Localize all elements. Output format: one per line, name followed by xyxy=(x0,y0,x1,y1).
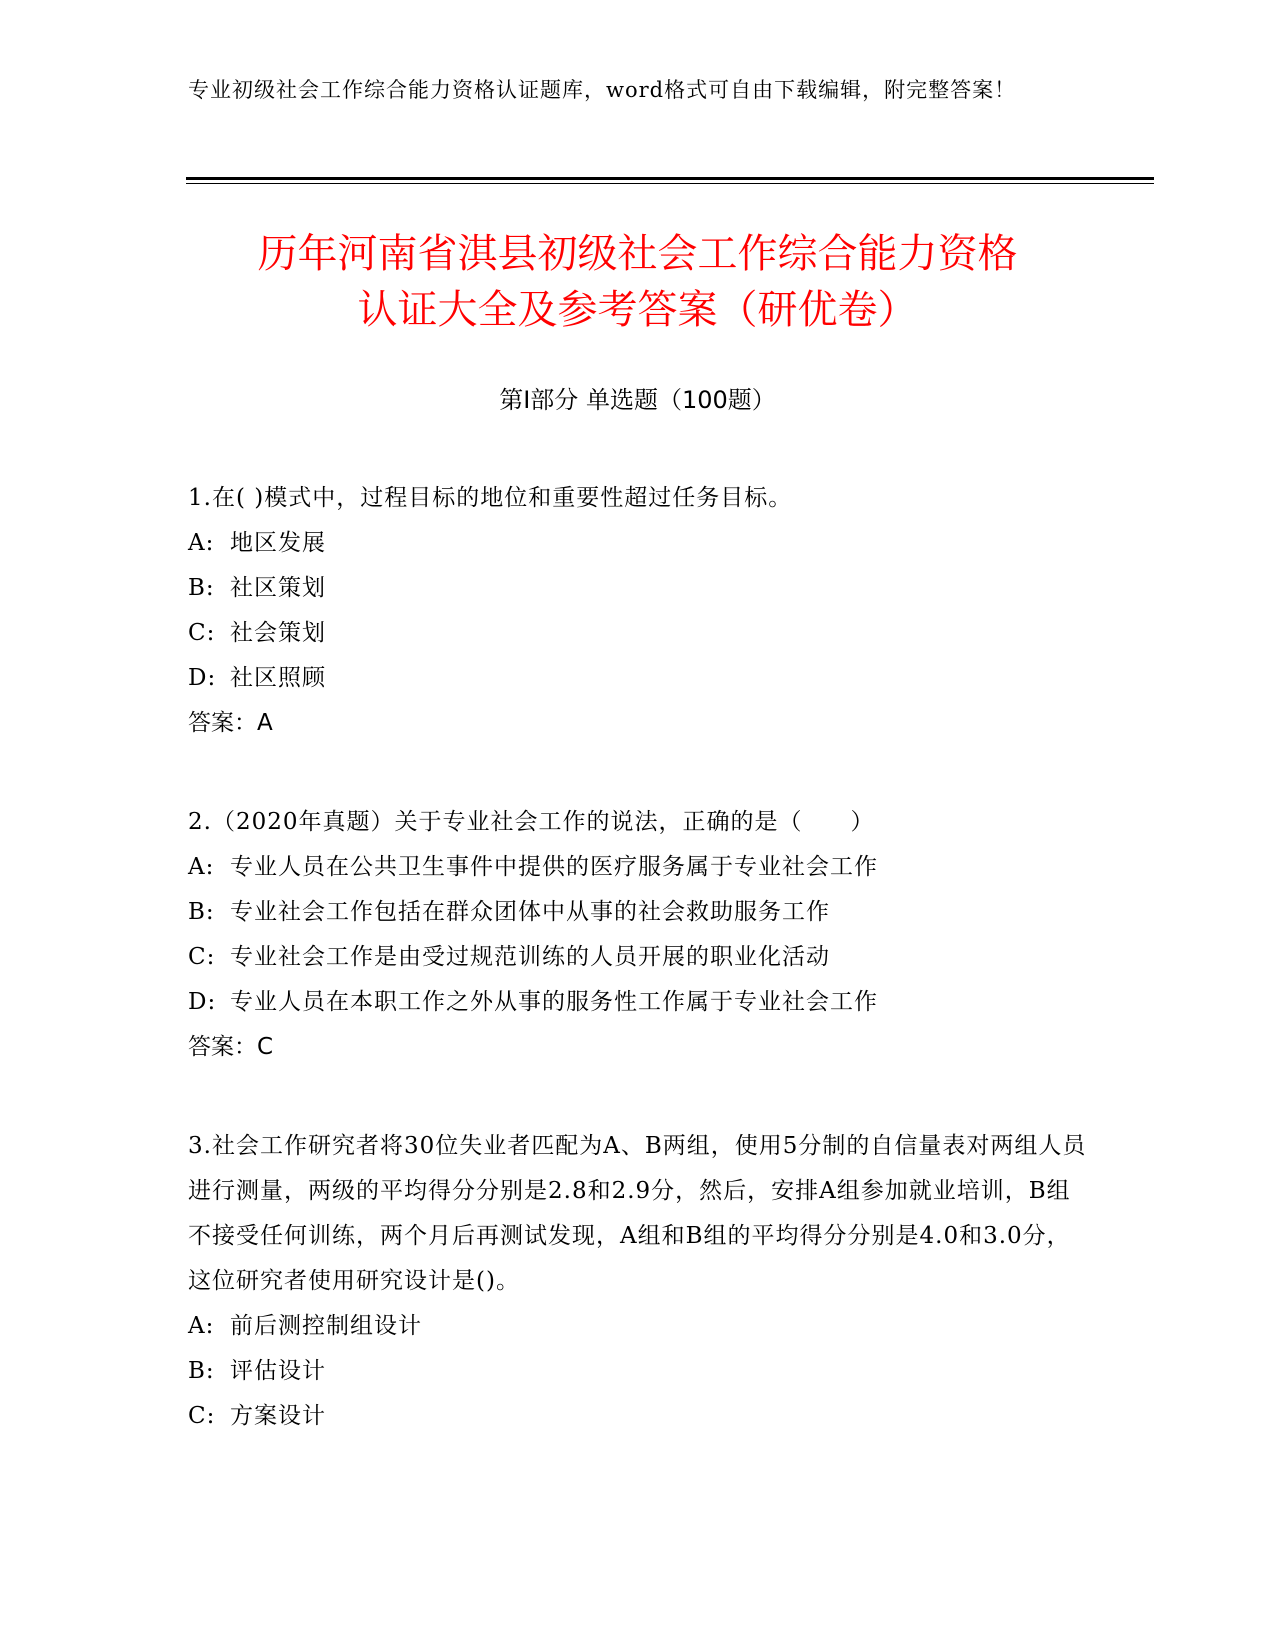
document-title xyxy=(150,226,1125,338)
option-text: 方案设计 xyxy=(230,1403,326,1429)
option-b xyxy=(188,1349,1088,1394)
header-note: 专业初级社会工作综合能力资格认证题库，word格式可自由下载编辑，附完整答案！ xyxy=(188,78,1017,102)
option-d xyxy=(188,980,1088,1025)
header-rule-thick xyxy=(186,177,1154,180)
answer-line: 答案：A xyxy=(188,710,273,736)
option-c xyxy=(188,611,1088,656)
option-text: 社区策划 xyxy=(230,575,326,601)
option-b xyxy=(188,566,1088,611)
option-a xyxy=(188,1304,1088,1349)
question-2 xyxy=(188,800,1088,1070)
question-1 xyxy=(188,476,1088,746)
option-text: 专业人员在公共卫生事件中提供的医疗服务属于专业社会工作 xyxy=(230,854,878,880)
question-3 xyxy=(188,1124,1088,1439)
option-a xyxy=(188,521,1088,566)
question-stem: 3.社会工作研究者将30位失业者匹配为A、B两组，使用5分制的自信量表对两组人员进行测量，两级的平均得分分别是2.8和2.9分，然后，安排A组参加就业培训，B组不接受任何训练，两个月后再测试发现，A组和B组的平均得分分别是4.0和3.0分，这位研究者使用研究设计是()。 xyxy=(188,1133,1087,1294)
option-key: B: xyxy=(188,1358,215,1384)
option-key: B: xyxy=(188,575,215,601)
option-key: A: xyxy=(188,1313,215,1339)
option-key: A: xyxy=(188,530,215,556)
option-a xyxy=(188,845,1088,890)
option-key: C: xyxy=(188,620,216,646)
option-c xyxy=(188,1394,1088,1439)
answer-line: 答案：C xyxy=(188,1034,274,1060)
option-text: 专业社会工作是由受过规范训练的人员开展的职业化活动 xyxy=(230,944,830,970)
question-stem: 1.在( )模式中，过程目标的地位和重要性超过任务目标。 xyxy=(188,485,793,511)
option-b xyxy=(188,890,1088,935)
title-line-1: 历年河南省淇县初级社会工作综合能力资格 xyxy=(257,231,1018,277)
question-list xyxy=(188,476,1088,1493)
option-key: C: xyxy=(188,944,216,970)
option-text: 前后测控制组设计 xyxy=(230,1313,422,1339)
option-d xyxy=(188,656,1088,701)
option-c xyxy=(188,935,1088,980)
title-line-2: 认证大全及参考答案（研优卷） xyxy=(357,287,918,333)
header-rule-thin xyxy=(186,183,1154,184)
option-key: B: xyxy=(188,899,215,925)
option-text: 社区照顾 xyxy=(230,665,326,691)
option-text: 评估设计 xyxy=(230,1358,326,1384)
question-stem: 2.（2020年真题）关于专业社会工作的说法，正确的是（ ） xyxy=(188,809,875,835)
option-text: 专业社会工作包括在群众团体中从事的社会救助服务工作 xyxy=(230,899,830,925)
section-heading: 第Ⅰ部分 单选题（100题） xyxy=(499,386,776,414)
option-text: 地区发展 xyxy=(230,530,326,556)
option-text: 社会策划 xyxy=(230,620,326,646)
option-key: A: xyxy=(188,854,215,880)
option-key: C: xyxy=(188,1403,216,1429)
option-text: 专业人员在本职工作之外从事的服务性工作属于专业社会工作 xyxy=(230,989,878,1015)
option-key: D: xyxy=(188,989,217,1015)
option-key: D: xyxy=(188,665,217,691)
